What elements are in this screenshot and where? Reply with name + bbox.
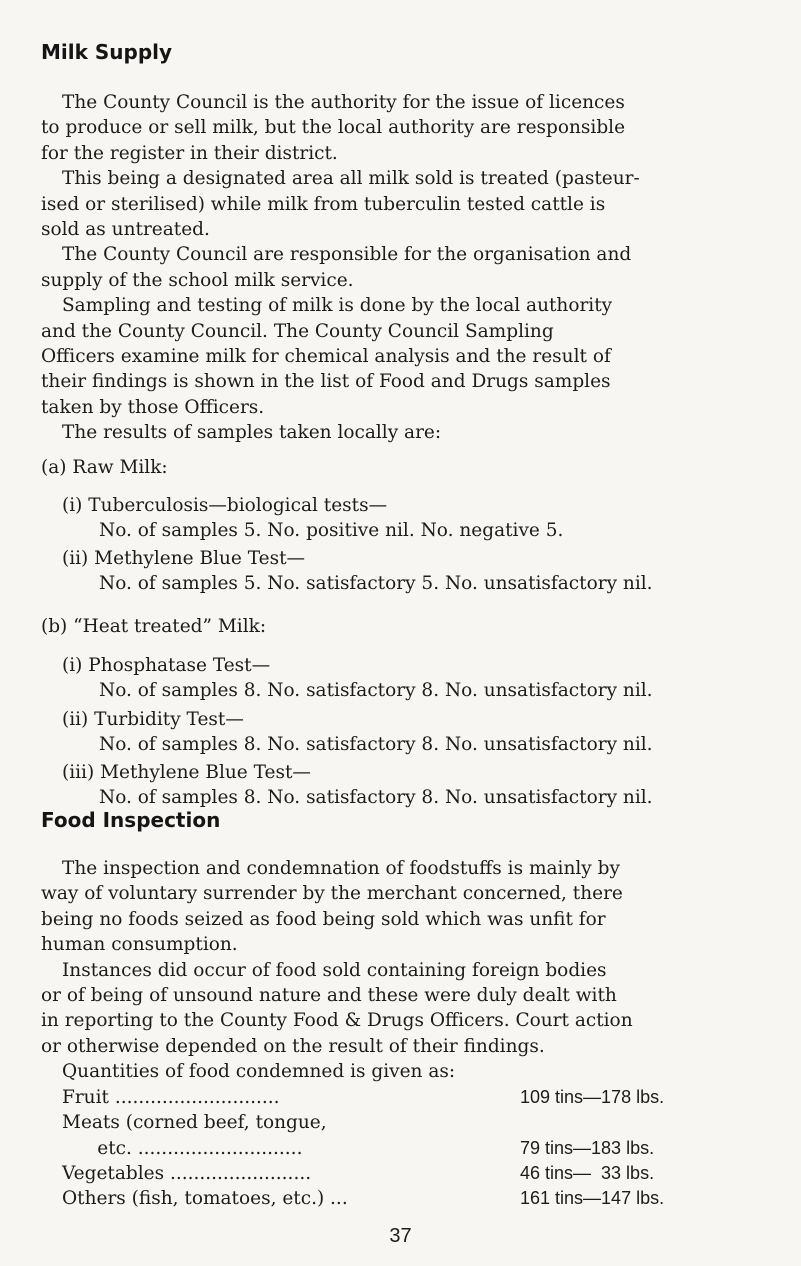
food-inspection-text bbox=[41, 856, 761, 1085]
quantity-value: 79 tins—183 lbs. bbox=[520, 1138, 655, 1158]
test-detail: No. of samples 5. No. positive nil. No. negative 5. bbox=[99, 520, 564, 542]
text-line: for the register in their district. bbox=[41, 142, 338, 164]
quantity-label: Others (fish, tomatoes, etc.) ... bbox=[62, 1188, 348, 1209]
quantity-row-meats bbox=[62, 1110, 682, 1135]
text-line: ised or sterilised) while milk from tuberculin tested cattle is bbox=[41, 193, 606, 215]
text-line: This being a designated area all milk sold is treated (pasteur- bbox=[62, 168, 640, 190]
text-line: Quantities of food condemned is given as: bbox=[62, 1061, 456, 1083]
test-number: (ii) bbox=[62, 548, 89, 569]
quantity-label: etc. ............................ bbox=[62, 1138, 303, 1159]
test-detail: No. of samples 8. No. satisfactory 8. No. unsatisfactory nil. bbox=[99, 734, 653, 756]
text-line: supply of the school milk service. bbox=[41, 269, 354, 291]
test-title: Methylene Blue Test— bbox=[100, 762, 311, 783]
test-detail: No. of samples 5. No. satisfactory 5. No. unsatisfactory nil. bbox=[99, 573, 653, 595]
paragraph-licences bbox=[41, 90, 761, 166]
quantity-row-fruit bbox=[62, 1085, 682, 1110]
text-line: or otherwise depended on the result of their findings. bbox=[41, 1035, 545, 1057]
paragraph-sampling bbox=[41, 293, 761, 420]
test-title: Tuberculosis—biological tests— bbox=[88, 495, 388, 516]
text-line: Sampling and testing of milk is done by the local authority bbox=[62, 295, 613, 317]
paragraph-foreign-bodies bbox=[41, 958, 761, 1060]
paragraph-school-milk bbox=[41, 242, 761, 293]
text-line: The County Council are responsible for the organisation and bbox=[62, 244, 632, 266]
quantity-label: Meats (corned beef, tongue, bbox=[62, 1112, 327, 1133]
text-line: their findings is shown in the list of Food and Drugs samples bbox=[41, 371, 611, 393]
text-line: The County Council is the authority for the issue of licences bbox=[62, 92, 625, 113]
heat-treated-milk-label: (b) “Heat treated” Milk: bbox=[41, 616, 267, 637]
test-title: Methylene Blue Test— bbox=[94, 548, 306, 569]
test-number: (i) bbox=[62, 495, 83, 516]
text-line: human consumption. bbox=[41, 934, 238, 956]
text-line: Officers examine milk for chemical analysis and the result of bbox=[41, 346, 611, 368]
quantity-row-meats-etc bbox=[62, 1136, 682, 1161]
raw-test-2 bbox=[62, 546, 653, 597]
food-inspection-heading: Food Inspection bbox=[41, 808, 221, 832]
text-line: in reporting to the County Food & Drugs Officers. Court action bbox=[41, 1010, 633, 1032]
test-number: (iii) bbox=[62, 762, 95, 783]
text-line: being no foods seized as food being sold which was unfit for bbox=[41, 908, 606, 930]
paragraph-condemnation bbox=[41, 856, 761, 958]
paragraph-quantities-intro bbox=[41, 1059, 761, 1084]
test-number: (i) bbox=[62, 655, 83, 676]
test-title: Phosphatase Test— bbox=[88, 655, 271, 676]
test-detail: No. of samples 8. No. satisfactory 8. No. unsatisfactory nil. bbox=[99, 680, 653, 702]
text-line: to produce or sell milk, but the local authority are responsible bbox=[41, 117, 626, 139]
test-title: Turbidity Test— bbox=[94, 709, 244, 730]
quantity-row-others bbox=[62, 1186, 682, 1211]
text-line: The inspection and condemnation of foodstuffs is mainly by bbox=[62, 858, 620, 879]
paragraph-results-intro bbox=[41, 420, 761, 445]
text-line: way of voluntary surrender by the merchant concerned, there bbox=[41, 883, 623, 905]
text-line: sold as untreated. bbox=[41, 219, 210, 241]
text-line: The results of samples taken locally are: bbox=[62, 422, 442, 444]
quantity-row-vegetables bbox=[62, 1161, 682, 1186]
quantity-value: 109 tins—178 lbs. bbox=[520, 1087, 665, 1107]
milk-supply-heading: Milk Supply bbox=[41, 40, 173, 64]
quantity-value: 161 tins—147 lbs. bbox=[520, 1188, 665, 1208]
quantity-value: 46 tins— 33 lbs. bbox=[520, 1163, 655, 1183]
heat-test-3 bbox=[62, 760, 653, 811]
text-line: and the County Council. The County Council Sampling bbox=[41, 320, 554, 342]
quantity-label: Fruit ............................ bbox=[62, 1087, 280, 1108]
raw-test-1 bbox=[62, 493, 563, 544]
quantity-label: Vegetables ........................ bbox=[62, 1163, 312, 1184]
page-number: 37 bbox=[389, 1225, 412, 1247]
text-line: Instances did occur of food sold containing foreign bodies bbox=[62, 959, 607, 981]
heat-test-1 bbox=[62, 653, 653, 704]
text-line: or of being of unsound nature and these were duly dealt with bbox=[41, 985, 617, 1007]
text-line: taken by those Officers. bbox=[41, 396, 265, 418]
paragraph-designated-area bbox=[41, 166, 761, 242]
raw-milk-label: (a) Raw Milk: bbox=[41, 457, 168, 478]
test-detail: No. of samples 8. No. satisfactory 8. No. unsatisfactory nil. bbox=[99, 787, 653, 809]
heat-test-2 bbox=[62, 707, 653, 758]
milk-supply-text bbox=[41, 90, 761, 446]
test-number: (ii) bbox=[62, 709, 89, 730]
